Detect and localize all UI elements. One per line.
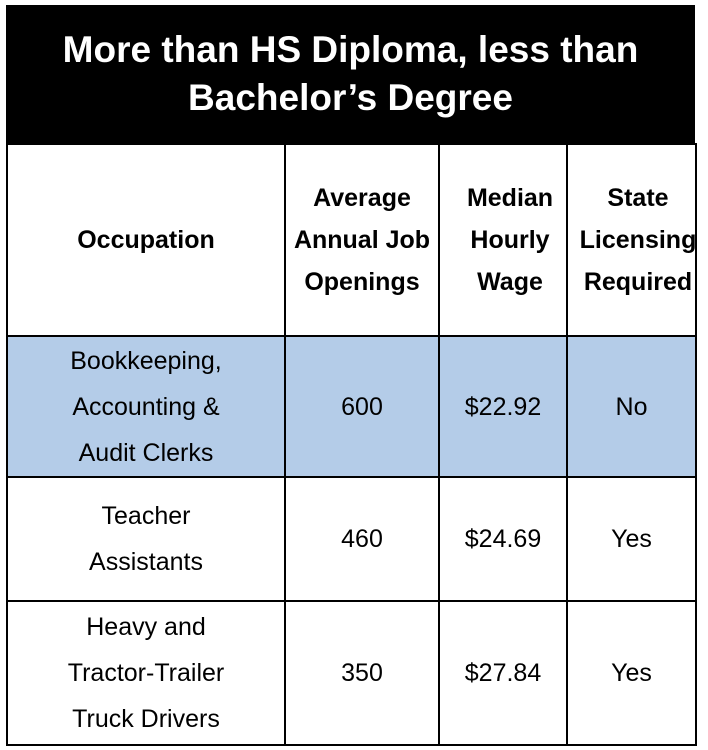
header-occupation: Occupation (7, 144, 285, 336)
licensing-cell: Yes (567, 477, 696, 601)
table-row (7, 601, 696, 745)
table-row (7, 477, 696, 601)
header-median-wage: Median Hourly Wage (439, 144, 567, 336)
header-licensing: State Licensing Required (567, 144, 696, 336)
openings-cell: 350 (285, 601, 439, 745)
licensing-cell: No (567, 336, 696, 477)
occupation-table-figure (6, 5, 695, 741)
table-title: More than HS Diploma, less than Bachelor’s Degree (62, 29, 639, 118)
openings-cell: 460 (285, 477, 439, 601)
wage-cell: $22.92 (439, 336, 567, 477)
occupation-cell: Bookkeeping, Accounting & Audit Clerks (7, 336, 285, 477)
occupation-table (6, 143, 697, 746)
licensing-cell: Yes (567, 601, 696, 745)
occupation-cell: Teacher Assistants (7, 477, 285, 601)
wage-cell: $24.69 (439, 477, 567, 601)
header-row (7, 144, 696, 336)
header-job-openings: Average Annual Job Openings (285, 144, 439, 336)
table-row (7, 336, 696, 477)
openings-cell: 600 (285, 336, 439, 477)
wage-cell: $27.84 (439, 601, 567, 745)
occupation-cell: Heavy and Tractor-Trailer Truck Drivers (7, 601, 285, 745)
title-bar (6, 5, 695, 143)
